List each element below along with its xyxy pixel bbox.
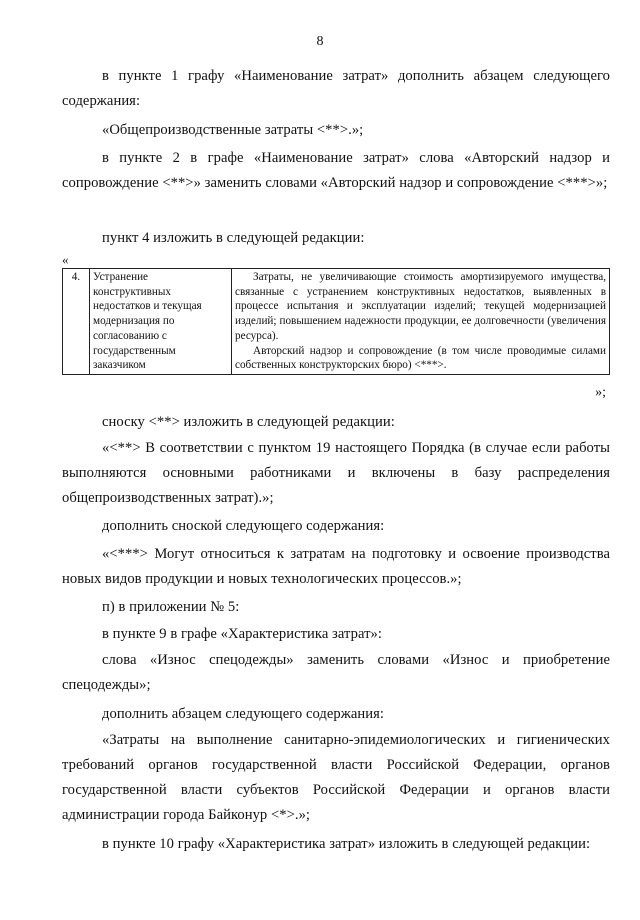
paragraph-2: «Общепроизводственные затраты <**>.»;: [102, 122, 364, 138]
paragraph-11: слова «Износ спецодежды» заменить словами «Износ и приобретение спецодежды»;: [62, 652, 610, 693]
cost-name-cell: Устранение конструктивных недостатков и текущая модернизация по согласованию с государственным заказчиком: [90, 269, 232, 375]
table-row: [63, 269, 610, 375]
cost-description-cell: [232, 269, 610, 375]
paragraph-13: «Затраты на выполнение санитарно-эпидемиологических и гигиенических требований органов государственной власти Российской Федерации, органов государственной власти субъектов Российской Федерации и органов власти администрации города Байконур <*>.»;: [62, 732, 610, 823]
paragraph-6: «<**> В соответствии с пунктом 19 настоящего Порядка (в случае если работы выполняются основными работниками и включены в базу распределения общепроизводственных затрат).»;: [62, 440, 610, 506]
description-paragraph-2: Авторский надзор и сопровождение (в том числе проводимые силами собственных конструкторских бюро) <***>.: [235, 344, 606, 372]
paragraph-9: п) в приложении № 5:: [102, 599, 240, 615]
paragraph-1: в пункте 1 графу «Наименование затрат» дополнить абзацем следующего содержания:: [62, 68, 610, 109]
paragraph-5: сноску <**> изложить в следующей редакции:: [102, 414, 395, 430]
paragraph-10: в пункте 9 в графе «Характеристика затрат»:: [102, 626, 382, 642]
amendment-table: [62, 268, 610, 375]
page-number: 8: [316, 34, 324, 49]
paragraph-7: дополнить сноской следующего содержания:: [102, 518, 385, 534]
paragraph-4: пункт 4 изложить в следующей редакции:: [102, 230, 365, 246]
paragraph-12: дополнить абзацем следующего содержания:: [102, 706, 384, 722]
table-close-quote: »;: [595, 385, 606, 400]
description-paragraph-1: Затраты, не увеличивающие стоимость амортизируемого имущества, связанные с устранением конструктивных недостатков, выявленных в процессе испытания и эксплуатации изделий; текущей модернизацией изделий; повышением надежности продукции, ее долговечности (увеличения ресурса).: [235, 271, 606, 342]
paragraph-14: в пункте 10 графу «Характеристика затрат» изложить в следующей редакции:: [102, 836, 591, 852]
table-open-quote: «: [62, 252, 69, 267]
row-number: 4.: [63, 269, 90, 375]
paragraph-8: «<***> Могут относиться к затратам на подготовку и освоение производства новых видов продукции и новых технологических процессов.»;: [62, 546, 610, 587]
paragraph-3: в пункте 2 в графе «Наименование затрат» слова «Авторский надзор и сопровождение <**>» заменить словами «Авторский надзор и сопровождение <***>»;: [62, 150, 610, 191]
